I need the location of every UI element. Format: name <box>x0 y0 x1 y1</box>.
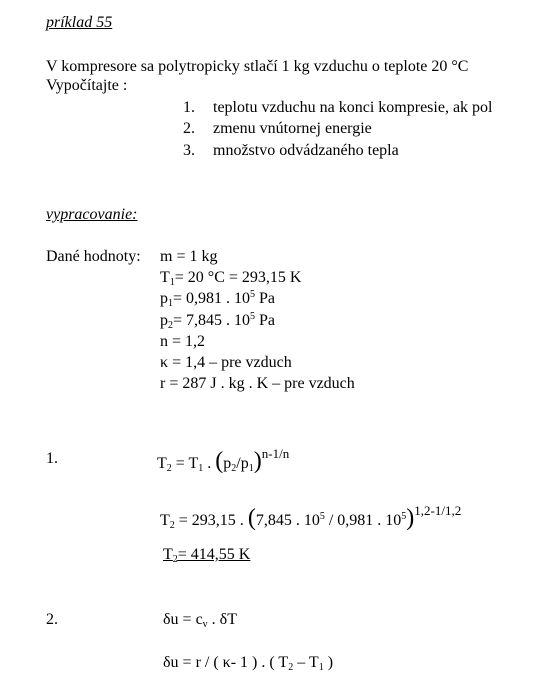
step-number: 1. <box>46 450 58 467</box>
given-p2: $p_2= 7,845$ . $10^5$ Pa <box>160 311 276 331</box>
task-number: 3. <box>183 142 195 159</box>
task-number: 1. <box>183 99 195 116</box>
task-text: zmenu vnútornej energie <box>213 120 372 137</box>
given-kappa: κ = 1,4 – pre vzduch <box>160 354 292 371</box>
task-number: 2. <box>183 120 195 137</box>
example-heading: príklad 55 <box>46 14 113 31</box>
problem-ask: Vypočítajte : <box>46 77 128 94</box>
given-t1: $T_1= 20$ °C = 293,15 K <box>160 269 302 288</box>
given-mass: m = 1 kg <box>160 248 218 265</box>
formula-t2-general: $T_2 = T_1$ . $(p_2/p_1)^{n-1/n}$ <box>157 446 290 474</box>
formula-t2-substituted: $T_2 = 293,15$ . (7,845 . $10^5 / 0,981$ . $10^5)^{1,2-1/1,2}$ <box>160 503 462 531</box>
given-p1: $p_1= 0,981$ . $10^5$ Pa <box>160 289 276 309</box>
given-n: n = 1,2 <box>160 333 206 350</box>
result-t2: $T_2= 414,55$ K <box>163 546 251 565</box>
task-text: teplotu vzduchu na konci kompresie, ak pol <box>213 99 493 116</box>
formula-du-expanded: δu = r / ( κ- 1 ) . ( $T_2 - T_1$ ) <box>163 654 334 673</box>
given-label: Dané hodnoty: <box>46 248 141 265</box>
formula-du-general: $\delta u = c_v$ . δT <box>163 611 237 630</box>
step-number: 2. <box>46 611 58 628</box>
task-text: množstvo odvádzaného tepla <box>213 142 399 159</box>
problem-intro: V kompresore sa polytropicky stlačí 1 kg vzduchu o teplote 20 °C <box>46 58 469 75</box>
solution-heading: vypracovanie: <box>46 206 138 223</box>
given-r: r = 287 J . kg . K – pre vzduch <box>160 375 355 392</box>
